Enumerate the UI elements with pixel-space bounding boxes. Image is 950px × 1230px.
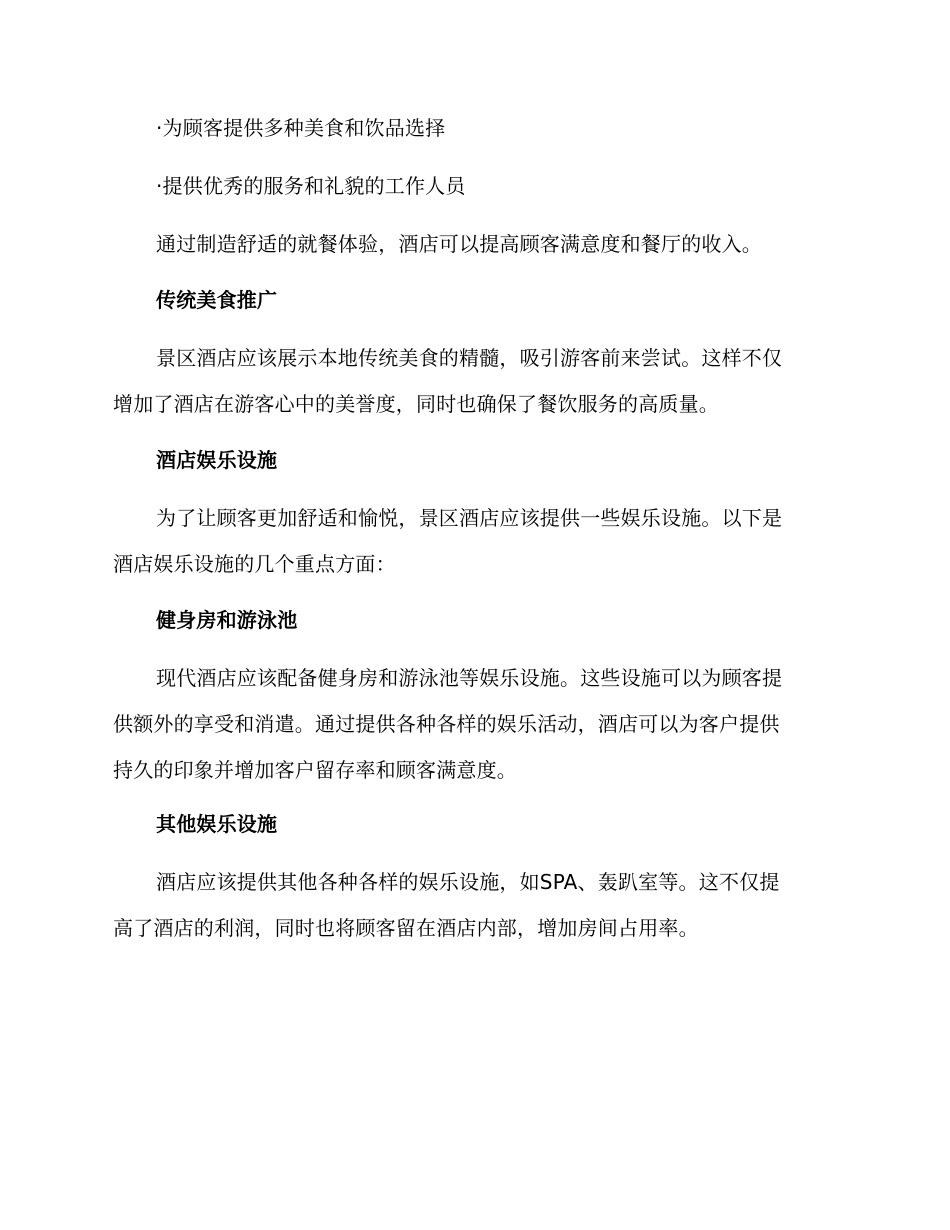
paragraph-line: 景区酒店应该展示本地传统美食的精髓，吸引游客前来尝试。这样不仅	[156, 346, 783, 370]
paragraph-line: 酒店娱乐设施的几个重点方面：	[113, 552, 396, 576]
paragraph-line: 酒店应该提供其他各种各样的娱乐设施，如SPA、轰趴室等。这不仅提	[156, 870, 780, 894]
section-heading: 健身房和游泳池	[156, 608, 298, 632]
section-heading: 传统美食推广	[156, 288, 278, 312]
paragraph-line: 通过制造舒适的就餐体验，酒店可以提高顾客满意度和餐厅的收入。	[156, 232, 762, 256]
bullet-item: ·为顾客提供多种美食和饮品选择	[156, 116, 446, 140]
paragraph-line: 为了让顾客更加舒适和愉悦，景区酒店应该提供一些娱乐设施。以下是	[156, 506, 783, 530]
paragraph-line: 供额外的享受和消遣。通过提供各种各样的娱乐活动，酒店可以为客户提供	[113, 712, 780, 736]
paragraph-line: 增加了酒店在游客心中的美誉度，同时也确保了餐饮服务的高质量。	[113, 392, 719, 416]
paragraph-line: 高了酒店的利润，同时也将顾客留在酒店内部，增加房间占用率。	[113, 916, 699, 940]
section-heading: 其他娱乐设施	[156, 812, 278, 836]
paragraph-line: 持久的印象并增加客户留存率和顾客满意度。	[113, 758, 517, 782]
paragraph-line: 现代酒店应该配备健身房和游泳池等娱乐设施。这些设施可以为顾客提	[156, 666, 783, 690]
bullet-item: ·提供优秀的服务和礼貌的工作人员	[156, 174, 466, 198]
section-heading: 酒店娱乐设施	[156, 448, 278, 472]
